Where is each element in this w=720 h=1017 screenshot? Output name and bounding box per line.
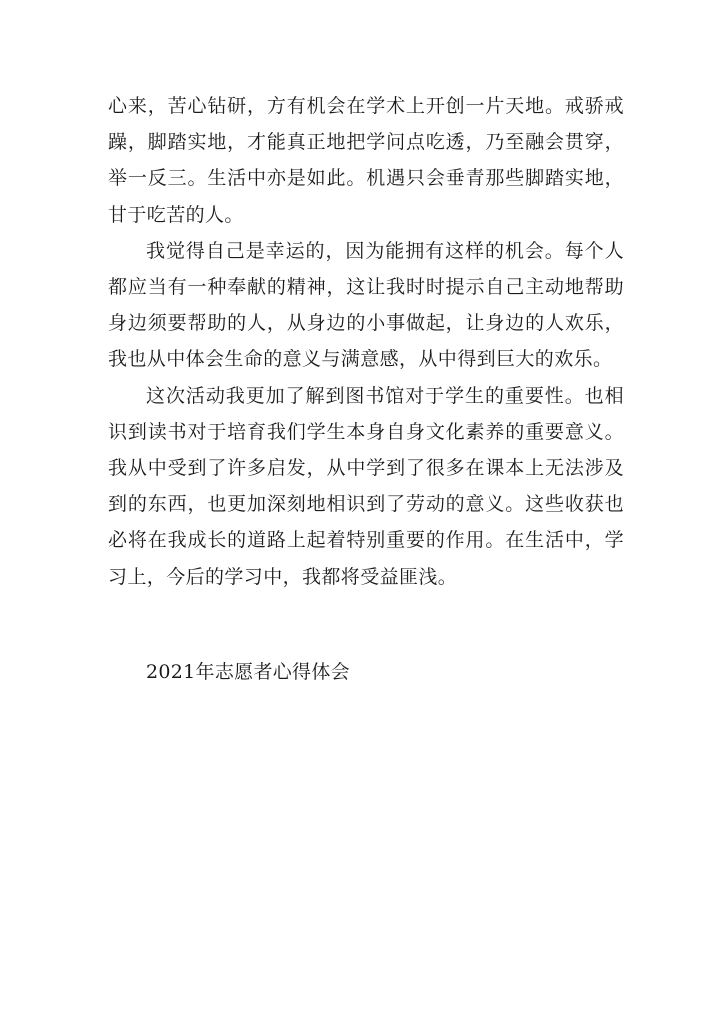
paragraph-continued: 心来，苦心钻研，方有机会在学术上开创一片天地。戒骄戒躁，脚踏实地，才能真正地把学问点吃透，乃至融会贯穿，举一反三。生活中亦是如此。机遇只会垂青那些脚踏实地，甘于吃苦的人。 xyxy=(108,95,624,226)
body-text xyxy=(108,88,624,595)
next-article-title: 2021年志愿者心得体会 xyxy=(146,661,350,683)
paragraph-reflection: 这次活动我更加了解到图书馆对于学生的重要性。也相识到读书对于培育我们学生本身自身文化素养的重要意义。我从中受到了许多启发，从中学到了很多在课本上无法涉及到的东西，也更加深刻地相识到了劳动的意义。这些收获也必将在我成长的道路上起着特别重要的作用。在生活中，学习上，今后的学习中，我都将受益匪浅。 xyxy=(108,384,624,588)
paragraph-gratitude: 我觉得自己是幸运的，因为能拥有这样的机会。每个人都应当有一种奉献的精神，这让我时时提示自己主动地帮助身边须要帮助的人，从身边的小事做起，让身边的人欢乐，我也从中体会生命的意义与满意感，从中得到巨大的欢乐。 xyxy=(108,239,624,371)
